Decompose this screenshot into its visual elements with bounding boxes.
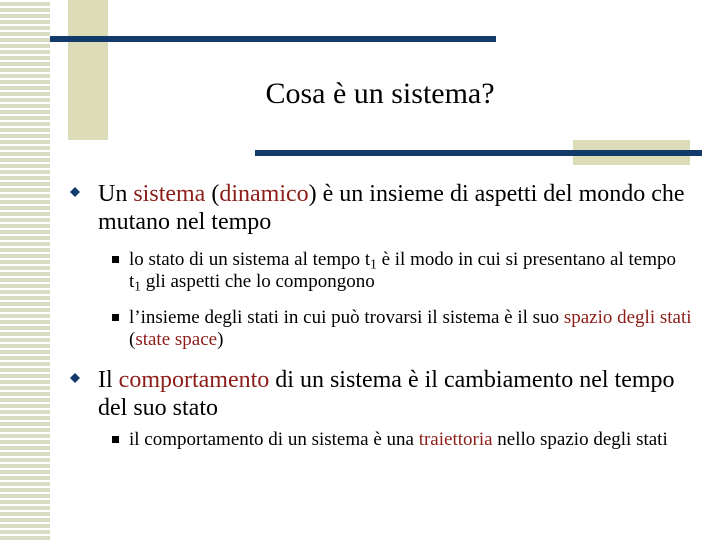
text-segment: nello spazio degli stati (492, 429, 668, 450)
bullet-level1-1-text (98, 180, 690, 236)
text-segment: ( (205, 181, 220, 207)
text-segment: ( (129, 329, 136, 350)
highlight-term: state space (135, 329, 218, 350)
diamond-bullet-icon (70, 373, 80, 383)
decorative-tan-block-top (68, 0, 108, 140)
bullet-level2-1 (112, 249, 692, 293)
text-segment: ) è un insieme di aspetti del mondo che mutano nel tempo (98, 181, 685, 235)
square-bullet-icon (112, 314, 119, 321)
highlight-term: comportamento (118, 367, 270, 393)
bullet-level2-1-text (129, 249, 692, 293)
text-segment: il comportamento di un sistema è una (129, 429, 419, 450)
highlight-term: spazio degli stati (563, 307, 692, 328)
text-segment: di un sistema è il cambiamento nel tempo del suo stato (98, 367, 675, 421)
text-segment: Un (98, 181, 134, 207)
bullet-level1-2 (70, 366, 690, 422)
bullet-level2-3 (112, 429, 692, 451)
diamond-bullet-icon (70, 187, 80, 197)
highlight-term: traiettoria (418, 429, 493, 450)
bullet-level2-2 (112, 307, 692, 351)
text-segment: l’insieme degli stati in cui può trovarsi il sistema è il suo (129, 307, 564, 328)
square-bullet-icon (112, 256, 119, 263)
subscript: 1 (134, 278, 141, 294)
slide-title: Cosa è un sistema? (265, 77, 495, 110)
text-segment: ) (217, 329, 224, 350)
text-segment: gli aspetti che lo compongono (140, 271, 375, 292)
text-segment: Il (98, 367, 119, 393)
decorative-stripes (0, 0, 50, 540)
top-rule (50, 36, 496, 42)
highlight-term: sistema (133, 181, 206, 207)
bullet-level2-2-text (129, 307, 692, 351)
bullet-level2-3-text (129, 429, 692, 451)
bullet-level1-1 (70, 180, 690, 236)
bullet-level1-2-text (98, 366, 690, 422)
title-underline-rule (255, 150, 702, 156)
subscript: 1 (370, 256, 377, 272)
highlight-term: dinamico (219, 181, 309, 207)
text-segment: lo stato di un sistema al tempo t (129, 249, 371, 270)
text-segment: è il modo in cui si presentano al tempo t (129, 249, 677, 292)
square-bullet-icon (112, 436, 119, 443)
